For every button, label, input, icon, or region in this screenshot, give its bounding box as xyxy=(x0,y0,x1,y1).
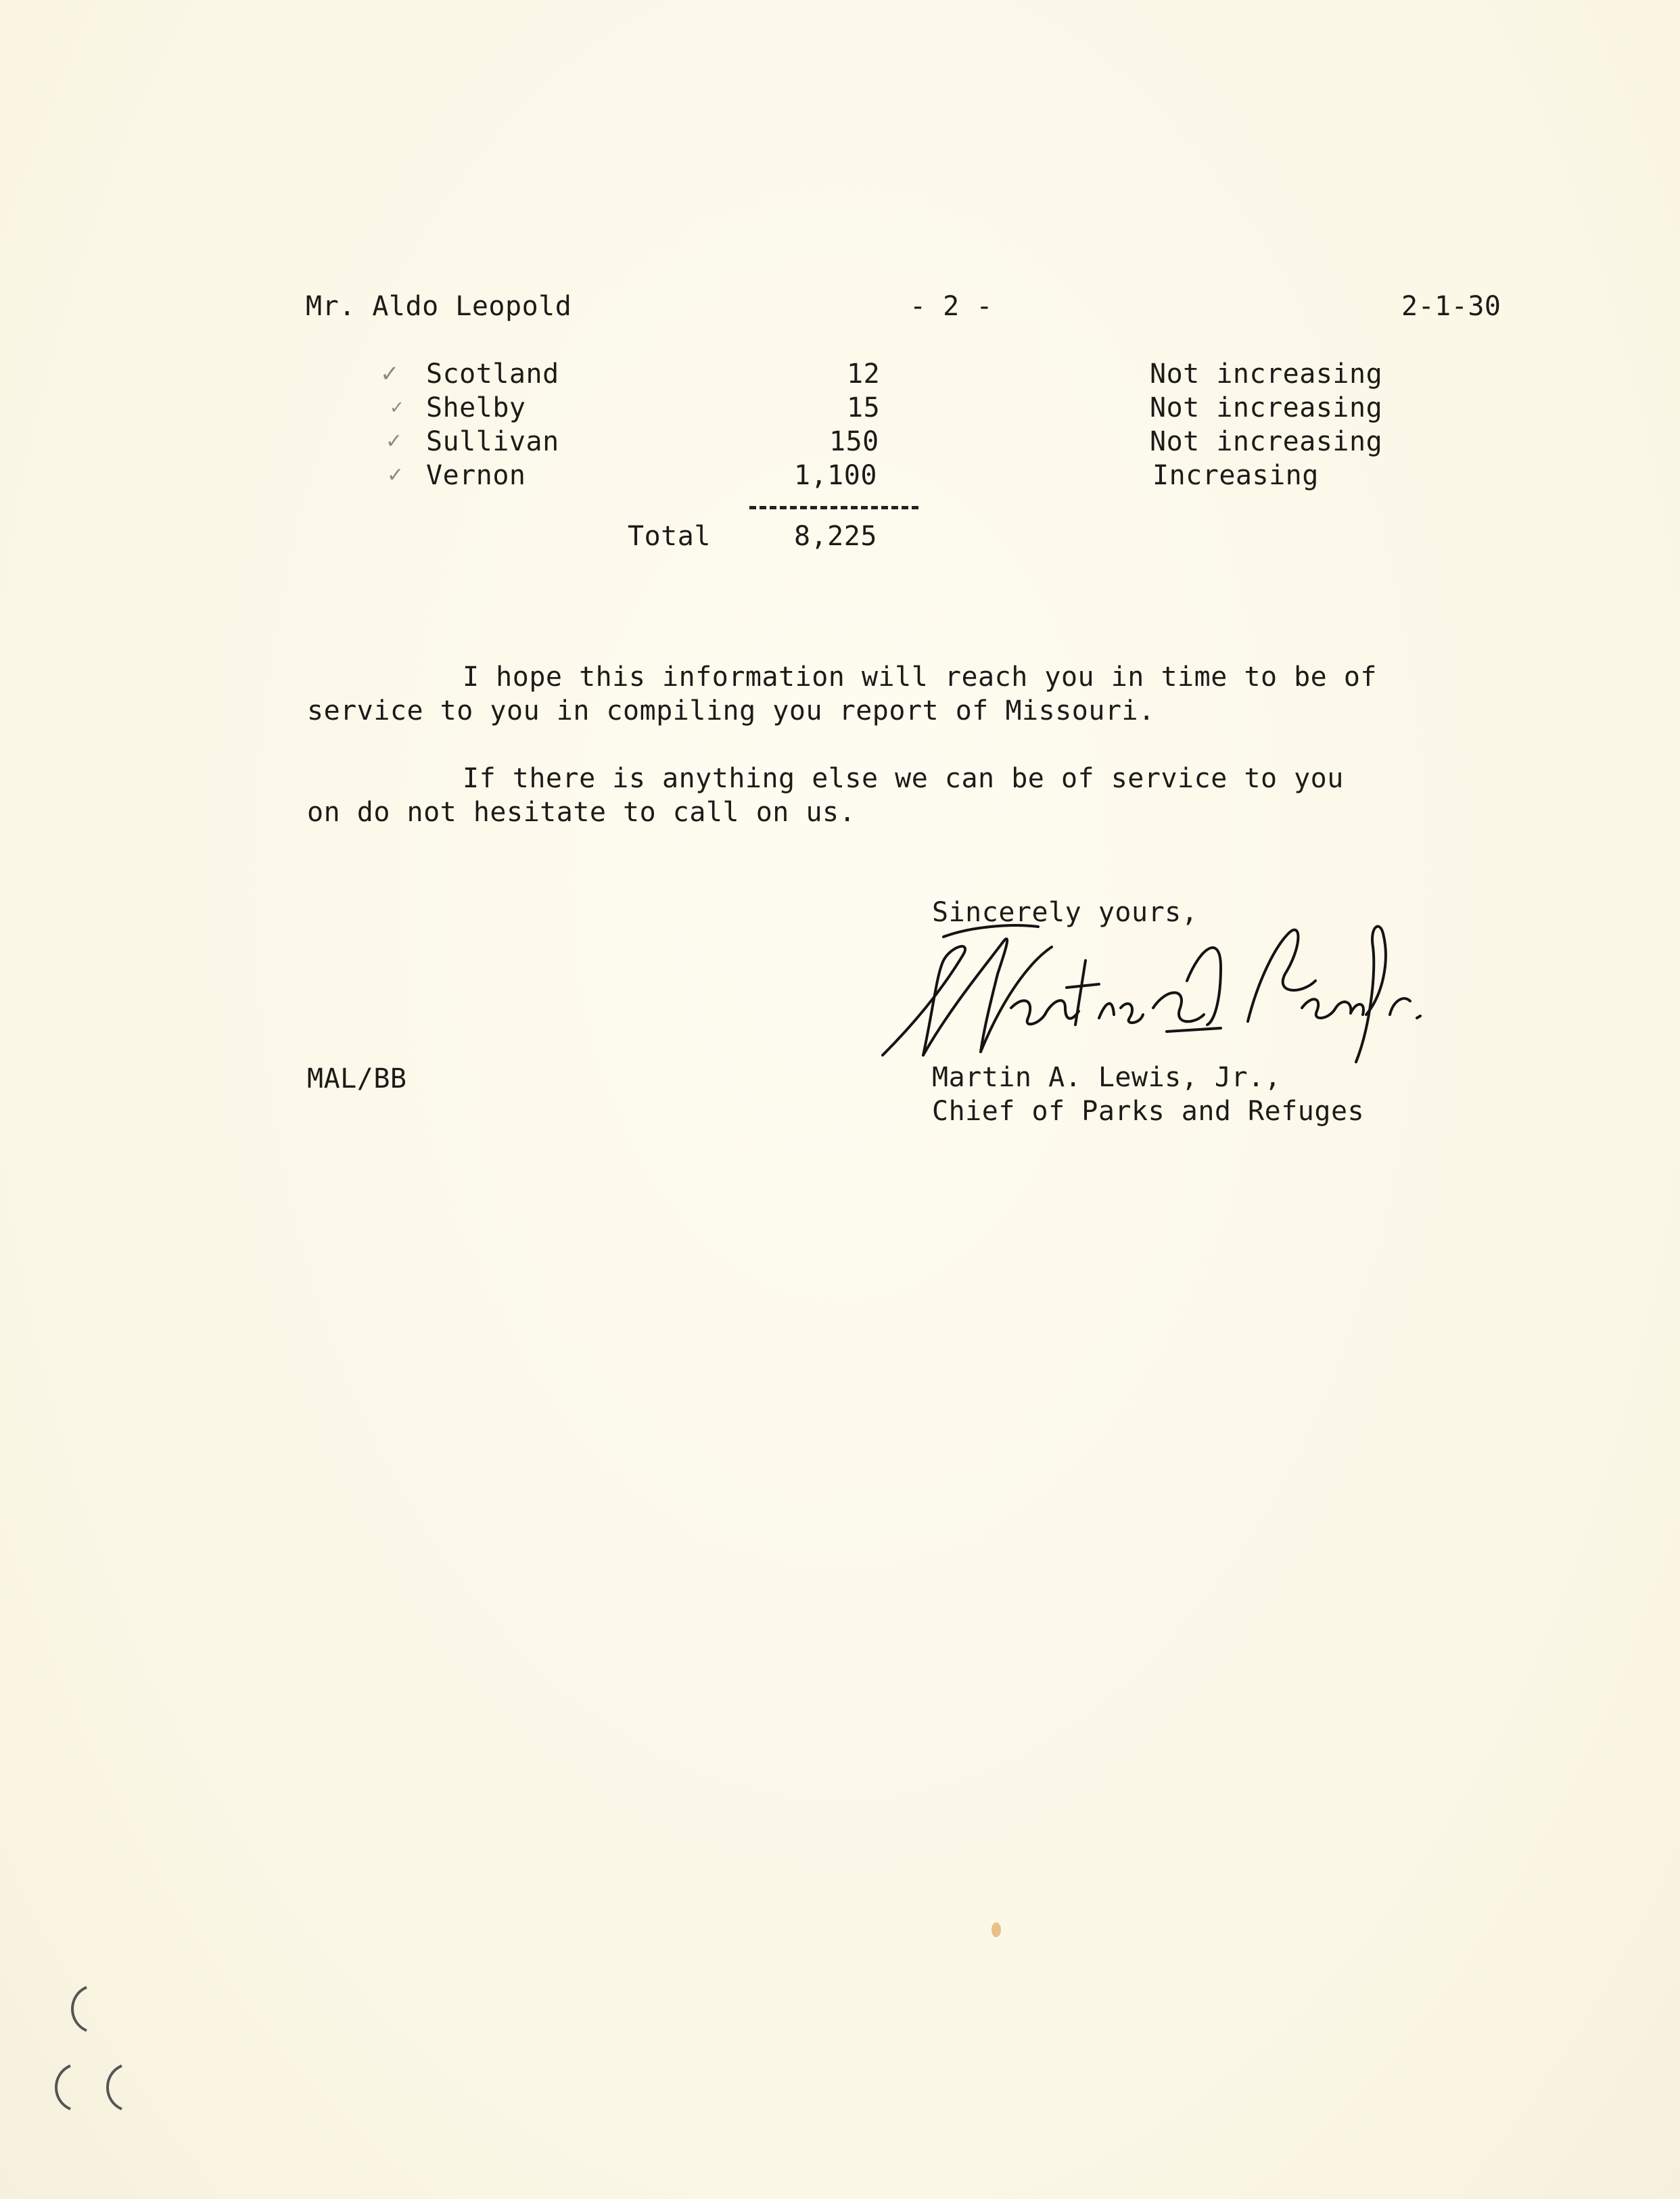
county-name: Sullivan xyxy=(426,426,559,457)
paragraph-line: service to you in compiling you report of Missouri. xyxy=(307,695,1155,726)
paragraph-line: If there is anything else we can be of service to you xyxy=(463,763,1344,794)
county-status: Not increasing xyxy=(1150,358,1383,390)
check-mark-icon: ✓ xyxy=(387,463,404,487)
paragraph-line: I hope this information will reach you in time to be of xyxy=(463,662,1378,693)
county-status: Not increasing xyxy=(1150,392,1383,423)
county-count: 15 xyxy=(847,392,881,423)
county-name: Scotland xyxy=(426,358,559,390)
signer-name: Martin A. Lewis, Jr., xyxy=(932,1062,1282,1093)
county-name: Shelby xyxy=(426,392,526,423)
typist-initials: MAL/BB xyxy=(307,1063,407,1094)
recipient-name: Mr. Aldo Leopold xyxy=(306,291,572,322)
check-mark-icon: ✓ xyxy=(390,398,404,418)
letter-date: 2-1-30 xyxy=(1401,291,1501,322)
county-status: Not increasing xyxy=(1150,426,1383,457)
total-value: 8,225 xyxy=(794,521,877,552)
county-count: 150 xyxy=(829,426,879,457)
sum-divider xyxy=(749,506,918,509)
edge-crescent-mark xyxy=(61,1982,95,2036)
total-label: Total xyxy=(628,521,711,552)
salutation: Sincerely yours, xyxy=(932,897,1198,928)
county-count: 1,100 xyxy=(794,460,877,491)
edge-crescent-mark xyxy=(45,2060,78,2114)
page-number: - 2 - xyxy=(910,291,993,322)
check-mark-icon: ✓ xyxy=(380,361,400,388)
handwritten-signature xyxy=(869,906,1444,1069)
county-status: Increasing xyxy=(1152,460,1319,491)
paragraph-line: on do not hesitate to call on us. xyxy=(307,797,856,828)
paper-speck xyxy=(991,1922,1001,1937)
check-mark-icon: ✓ xyxy=(386,430,403,453)
signer-title: Chief of Parks and Refuges xyxy=(932,1096,1365,1127)
county-name: Vernon xyxy=(426,460,526,491)
county-count: 12 xyxy=(847,358,881,390)
edge-crescent-mark xyxy=(96,2060,130,2114)
